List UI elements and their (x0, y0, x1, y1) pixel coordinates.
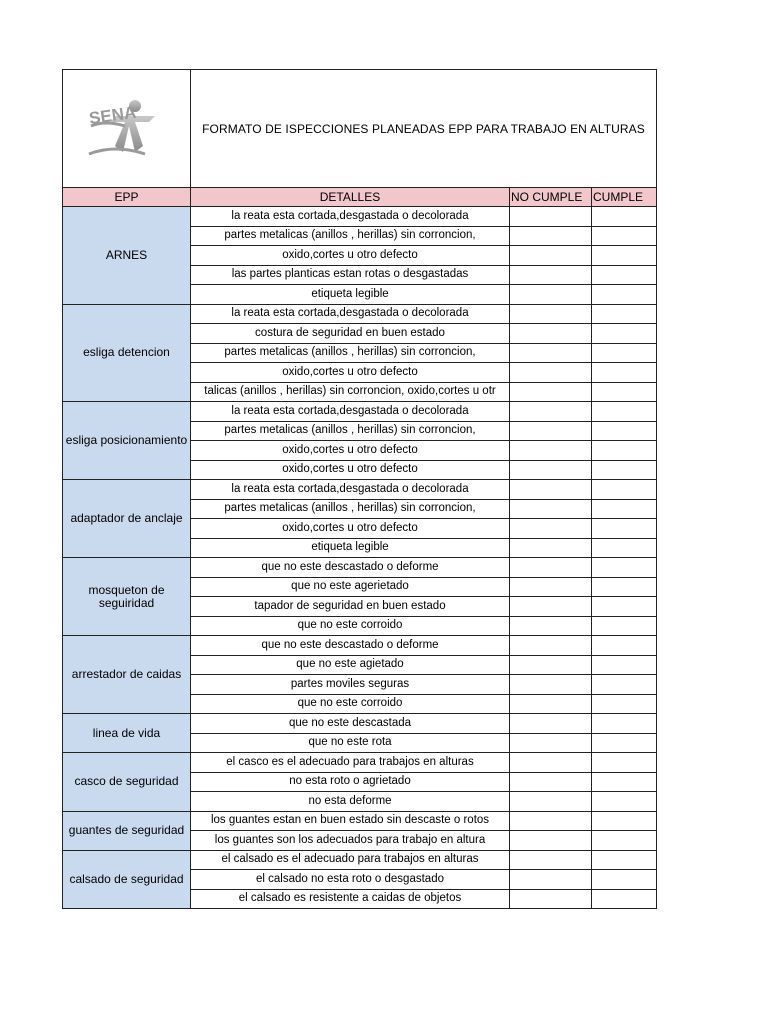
cumple-cell[interactable] (592, 811, 657, 831)
cumple-cell[interactable] (592, 304, 657, 324)
cumple-cell[interactable] (592, 343, 657, 363)
detail-cell: que no este corroido (191, 694, 510, 714)
detail-cell: el casco es el adecuado para trabajos en alturas (191, 753, 510, 773)
cumple-cell[interactable] (592, 480, 657, 500)
epp-item-name: guantes de seguridad (63, 811, 191, 850)
detail-cell: la reata esta cortada,desgastada o decolorada (191, 304, 510, 324)
cumple-cell[interactable] (592, 831, 657, 851)
no-cumple-cell[interactable] (510, 324, 592, 344)
no-cumple-cell[interactable] (510, 831, 592, 851)
detail-cell: el calsado no esta roto o desgastado (191, 870, 510, 890)
cumple-cell[interactable] (592, 850, 657, 870)
cumple-cell[interactable] (592, 499, 657, 519)
detail-cell: la reata esta cortada,desgastada o decolorada (191, 207, 510, 227)
no-cumple-cell[interactable] (510, 265, 592, 285)
cumple-cell[interactable] (592, 421, 657, 441)
table-row (63, 558, 657, 578)
cumple-cell[interactable] (592, 460, 657, 480)
detail-cell: el calsado es resistente a caidas de objetos (191, 889, 510, 909)
cumple-cell[interactable] (592, 285, 657, 305)
detail-cell: etiqueta legible (191, 538, 510, 558)
no-cumple-cell[interactable] (510, 421, 592, 441)
cumple-cell[interactable] (592, 616, 657, 636)
detail-cell: partes metalicas (anillos , herillas) sin corroncion, (191, 421, 510, 441)
cumple-cell[interactable] (592, 792, 657, 812)
detail-cell: partes metalicas (anillos , herillas) sin corroncion, (191, 499, 510, 519)
cumple-cell[interactable] (592, 655, 657, 675)
detail-cell: la reata esta cortada,desgastada o decolorada (191, 402, 510, 422)
logo-text: SENA (87, 102, 137, 128)
no-cumple-cell[interactable] (510, 499, 592, 519)
no-cumple-cell[interactable] (510, 889, 592, 909)
no-cumple-cell[interactable] (510, 636, 592, 656)
epp-item-name: calsado de seguridad (63, 850, 191, 909)
detail-cell: partes metalicas (anillos , herillas) sin corroncion, (191, 343, 510, 363)
no-cumple-cell[interactable] (510, 733, 592, 753)
cumple-cell[interactable] (592, 382, 657, 402)
cumple-cell[interactable] (592, 577, 657, 597)
header-epp: EPP (63, 188, 191, 207)
no-cumple-cell[interactable] (510, 207, 592, 227)
no-cumple-cell[interactable] (510, 792, 592, 812)
detail-cell: partes metalicas (anillos , herillas) sin corroncion, (191, 226, 510, 246)
detail-cell: oxido,cortes u otro defecto (191, 441, 510, 461)
no-cumple-cell[interactable] (510, 714, 592, 734)
sena-logo (85, 96, 169, 162)
table-row (63, 207, 657, 227)
table-row (63, 850, 657, 870)
epp-item-name: esliga posicionamiento (63, 402, 191, 480)
header-cumple: CUMPLE (592, 188, 657, 207)
detail-cell: que no este corroido (191, 616, 510, 636)
detail-cell: la reata esta cortada,desgastada o decolorada (191, 480, 510, 500)
logo-cell (63, 70, 191, 188)
no-cumple-cell[interactable] (510, 519, 592, 539)
table-row (63, 753, 657, 773)
cumple-cell[interactable] (592, 265, 657, 285)
epp-item-name: casco de seguridad (63, 753, 191, 812)
detail-cell: que no este agerietado (191, 577, 510, 597)
cumple-cell[interactable] (592, 519, 657, 539)
cumple-cell[interactable] (592, 558, 657, 578)
table-row (63, 304, 657, 324)
table-row (63, 811, 657, 831)
detail-cell: talicas (anillos , herillas) sin corroncion, oxido,cortes u otr (191, 382, 510, 402)
cumple-cell[interactable] (592, 226, 657, 246)
detail-cell: oxido,cortes u otro defecto (191, 363, 510, 383)
table-row (63, 714, 657, 734)
table-row (63, 636, 657, 656)
detail-cell: las partes planticas estan rotas o desgastadas (191, 265, 510, 285)
detail-cell: tapador de seguridad en buen estado (191, 597, 510, 617)
title-row (63, 70, 657, 188)
epp-item-name: linea de vida (63, 714, 191, 753)
no-cumple-cell[interactable] (510, 597, 592, 617)
epp-item-name: arrestador de caidas (63, 636, 191, 714)
no-cumple-cell[interactable] (510, 246, 592, 266)
cumple-cell[interactable] (592, 675, 657, 695)
cumple-cell[interactable] (592, 636, 657, 656)
no-cumple-cell[interactable] (510, 460, 592, 480)
no-cumple-cell[interactable] (510, 226, 592, 246)
detail-cell: que no este rota (191, 733, 510, 753)
no-cumple-cell[interactable] (510, 850, 592, 870)
no-cumple-cell[interactable] (510, 363, 592, 383)
epp-item-name: adaptador de anclaje (63, 480, 191, 558)
inspection-table (62, 69, 657, 909)
cumple-cell[interactable] (592, 363, 657, 383)
detail-cell: el calsado es el adecuado para trabajos en alturas (191, 850, 510, 870)
no-cumple-cell[interactable] (510, 441, 592, 461)
cumple-cell[interactable] (592, 246, 657, 266)
detail-cell: costura de seguridad en buen estado (191, 324, 510, 344)
table-row (63, 480, 657, 500)
detail-cell: que no este agietado (191, 655, 510, 675)
detail-cell: oxido,cortes u otro defecto (191, 460, 510, 480)
cumple-cell[interactable] (592, 324, 657, 344)
no-cumple-cell[interactable] (510, 538, 592, 558)
form-title: FORMATO DE ISPECCIONES PLANEADAS EPP PARA TRABAJO EN ALTURAS (191, 70, 657, 188)
no-cumple-cell[interactable] (510, 285, 592, 305)
epp-item-name: ARNES (63, 207, 191, 305)
no-cumple-cell[interactable] (510, 675, 592, 695)
no-cumple-cell[interactable] (510, 402, 592, 422)
cumple-cell[interactable] (592, 441, 657, 461)
table-row (63, 402, 657, 422)
no-cumple-cell[interactable] (510, 753, 592, 773)
detail-cell: partes moviles seguras (191, 675, 510, 695)
cumple-cell[interactable] (592, 733, 657, 753)
detail-cell: oxido,cortes u otro defecto (191, 246, 510, 266)
cumple-cell[interactable] (592, 870, 657, 890)
detail-cell: no esta roto o agrietado (191, 772, 510, 792)
cumple-cell[interactable] (592, 597, 657, 617)
cumple-cell[interactable] (592, 753, 657, 773)
no-cumple-cell[interactable] (510, 870, 592, 890)
epp-item-name: mosqueton de seguiridad (63, 558, 191, 636)
detail-cell: oxido,cortes u otro defecto (191, 519, 510, 539)
no-cumple-cell[interactable] (510, 343, 592, 363)
detail-cell: que no este descastada (191, 714, 510, 734)
no-cumple-cell[interactable] (510, 304, 592, 324)
cumple-cell[interactable] (592, 538, 657, 558)
detail-cell: que no este descastado o deforme (191, 636, 510, 656)
cumple-cell[interactable] (592, 714, 657, 734)
no-cumple-cell[interactable] (510, 655, 592, 675)
header-no-cumple: NO CUMPLE (510, 188, 592, 207)
detail-cell: los guantes son los adecuados para trabajo en altura (191, 831, 510, 851)
epp-item-name: esliga detencion (63, 304, 191, 402)
detail-cell: los guantes estan en buen estado sin descaste o rotos (191, 811, 510, 831)
header-details: DETALLES (191, 188, 510, 207)
no-cumple-cell[interactable] (510, 558, 592, 578)
cumple-cell[interactable] (592, 694, 657, 714)
cumple-cell[interactable] (592, 889, 657, 909)
detail-cell: etiqueta legible (191, 285, 510, 305)
cumple-cell[interactable] (592, 772, 657, 792)
no-cumple-cell[interactable] (510, 577, 592, 597)
no-cumple-cell[interactable] (510, 772, 592, 792)
no-cumple-cell[interactable] (510, 480, 592, 500)
column-header-row (63, 188, 657, 207)
detail-cell: que no este descastado o deforme (191, 558, 510, 578)
cumple-cell[interactable] (592, 207, 657, 227)
no-cumple-cell[interactable] (510, 811, 592, 831)
cumple-cell[interactable] (592, 402, 657, 422)
detail-cell: no esta deforme (191, 792, 510, 812)
no-cumple-cell[interactable] (510, 694, 592, 714)
no-cumple-cell[interactable] (510, 616, 592, 636)
no-cumple-cell[interactable] (510, 382, 592, 402)
